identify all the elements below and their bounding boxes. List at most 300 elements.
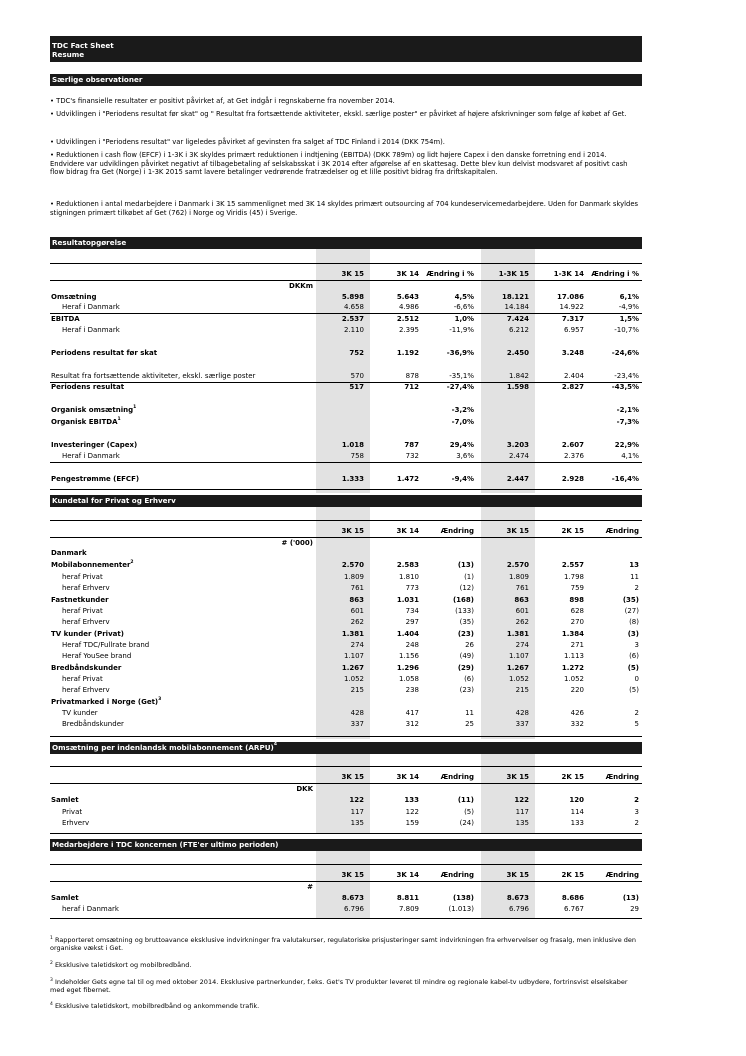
value-cell: 29 xyxy=(630,905,639,913)
value-cell: 337 xyxy=(350,720,364,728)
table-row xyxy=(50,314,642,324)
value-cell: -7,0% xyxy=(451,418,474,426)
value-cell: 734 xyxy=(405,607,419,615)
value-cell: 1.031 xyxy=(396,596,419,604)
value-cell: 428 xyxy=(350,709,364,717)
value-cell: 1.810 xyxy=(398,573,419,581)
value-cell: 1.333 xyxy=(341,475,364,483)
value-cell: 29,4% xyxy=(449,441,474,449)
value-cell: 1.018 xyxy=(341,441,364,449)
value-cell: 1.842 xyxy=(508,372,529,380)
value-cell: (11) xyxy=(457,796,474,804)
table-row xyxy=(50,405,642,415)
footnote-number: 1 xyxy=(50,936,53,941)
row-label-text: Organisk EBITDA xyxy=(51,418,118,426)
value-cell: (1) xyxy=(464,573,474,581)
value-cell: 2.827 xyxy=(561,383,584,391)
value-cell: 426 xyxy=(570,709,584,717)
table-row xyxy=(50,474,642,484)
row-label-text: heraf i Danmark xyxy=(62,905,119,913)
value-cell: 1.267 xyxy=(506,664,529,672)
value-cell: 761 xyxy=(515,584,529,592)
column-header: 3K 15 xyxy=(341,773,364,781)
value-cell: (138) xyxy=(452,894,474,902)
table-row xyxy=(50,325,642,335)
table-row xyxy=(50,674,642,684)
value-cell: 3 xyxy=(634,641,639,649)
value-cell: 628 xyxy=(570,607,584,615)
value-cell: 2.404 xyxy=(563,372,584,380)
value-cell: 8.686 xyxy=(561,894,584,902)
value-cell: 6.796 xyxy=(343,905,364,913)
column-header: 2K 15 xyxy=(561,773,584,781)
row-label xyxy=(62,674,103,684)
unit-label: DKK xyxy=(296,785,313,793)
value-cell: 878 xyxy=(405,372,419,380)
value-cell: 898 xyxy=(569,596,584,604)
value-cell: 761 xyxy=(350,584,364,592)
value-cell: 120 xyxy=(569,796,584,804)
value-cell: 758 xyxy=(350,452,364,460)
table-row xyxy=(50,572,642,582)
table-row xyxy=(50,560,642,570)
column-header: 1-3K 14 xyxy=(553,270,584,278)
column-header: Ændring xyxy=(605,773,639,781)
value-cell: -7,3% xyxy=(616,418,639,426)
value-cell: 215 xyxy=(515,686,529,694)
section-header-customers: Kundetal for Privat og Erhverv xyxy=(50,495,642,507)
value-cell: (3) xyxy=(627,630,639,638)
value-cell: 274 xyxy=(350,641,364,649)
row-label-text: Privatmarked i Norge (Get) xyxy=(51,698,159,706)
row-label xyxy=(62,640,149,650)
value-cell: 1.052 xyxy=(563,675,584,683)
value-cell: 17.086 xyxy=(556,293,584,301)
column-header: 1-3K 15 xyxy=(498,270,529,278)
value-cell: 7.317 xyxy=(561,315,584,323)
table-row xyxy=(50,818,642,828)
row-label-text: Mobilabonnementer xyxy=(51,561,131,569)
value-cell: 1,5% xyxy=(619,315,639,323)
value-cell: 417 xyxy=(405,709,419,717)
value-cell: 5 xyxy=(634,720,639,728)
value-cell: 25 xyxy=(465,720,474,728)
row-label-text: Pengestrømme (EFCF) xyxy=(51,475,140,483)
row-label xyxy=(62,818,89,828)
row-label xyxy=(62,302,120,312)
value-cell: 601 xyxy=(515,607,529,615)
value-cell: 4.986 xyxy=(398,303,419,311)
row-label xyxy=(51,893,79,903)
row-label xyxy=(62,708,98,718)
column-header: 3K 15 xyxy=(506,527,529,535)
value-cell: -10,7% xyxy=(614,326,639,334)
value-cell: -6,6% xyxy=(453,303,474,311)
value-cell: -27,4% xyxy=(446,383,474,391)
value-cell: 262 xyxy=(515,618,529,626)
table-row xyxy=(50,417,642,427)
value-cell: 117 xyxy=(350,808,364,816)
table-header-row xyxy=(50,526,642,536)
value-cell: 732 xyxy=(405,452,419,460)
value-cell: -3,2% xyxy=(451,406,474,414)
column-header: 3K 14 xyxy=(396,527,419,535)
footnote-text: Indeholder Gets egne tal til og med oktober 2014. Eksklusive partnerkunder, f.eks. Get's TV produkter leveret til mindre og regionale kabel-tv udbydere, fortrinsvist elselskaber med eget fibernet. xyxy=(50,978,628,995)
value-cell: 215 xyxy=(350,686,364,694)
value-cell: 2 xyxy=(634,584,639,592)
footnote-text: Eksklusive taletidskort, mobilbredbånd og ankommende trafik. xyxy=(52,1002,260,1010)
row-label-text: heraf Erhverv xyxy=(62,686,110,694)
value-cell: 570 xyxy=(350,372,364,380)
footnote xyxy=(50,961,642,969)
row-label-text: Heraf i Danmark xyxy=(62,326,120,334)
footnote xyxy=(50,936,642,952)
value-cell: 4,1% xyxy=(621,452,639,460)
column-header: 2K 15 xyxy=(561,871,584,879)
value-cell: 1.404 xyxy=(396,630,419,638)
value-cell: 18.121 xyxy=(501,293,529,301)
table-rule xyxy=(50,918,642,919)
table-rule xyxy=(50,462,642,463)
row-label-text: heraf Erhverv xyxy=(62,618,110,626)
column-header: 3K 15 xyxy=(341,270,364,278)
table-row xyxy=(50,893,642,903)
row-label xyxy=(62,451,120,461)
table-rule xyxy=(50,489,642,490)
row-label xyxy=(62,719,124,729)
value-cell: 238 xyxy=(405,686,419,694)
row-label xyxy=(51,795,79,805)
value-cell: 22,9% xyxy=(614,441,639,449)
table-rule xyxy=(50,736,642,737)
value-cell: 8.673 xyxy=(341,894,364,902)
row-label-text: Heraf i Danmark xyxy=(62,452,120,460)
value-cell: 759 xyxy=(570,584,584,592)
value-cell: 1.058 xyxy=(398,675,419,683)
column-header: Ændring xyxy=(440,527,474,535)
table-row xyxy=(50,651,642,661)
row-label-text: Periodens resultat før skat xyxy=(51,349,158,357)
value-cell: 2.557 xyxy=(561,561,584,569)
row-label-text: EBITDA xyxy=(51,315,80,323)
value-cell: 787 xyxy=(404,441,419,449)
value-cell: 1.384 xyxy=(561,630,584,638)
value-cell: 863 xyxy=(349,596,364,604)
section-header-income: Resultatopgørelse xyxy=(50,237,642,249)
value-cell: 6,1% xyxy=(619,293,639,301)
value-cell: 4.658 xyxy=(343,303,364,311)
value-cell: 6.796 xyxy=(508,905,529,913)
value-cell: (35) xyxy=(622,596,639,604)
value-cell: 262 xyxy=(350,618,364,626)
page-title: TDC Fact Sheet xyxy=(52,41,114,50)
value-cell: -35,1% xyxy=(449,372,474,380)
value-cell: (6) xyxy=(464,675,474,683)
row-label xyxy=(62,583,110,593)
footnote-text: Eksklusive taletidskort og mobilbredbånd. xyxy=(52,961,192,969)
row-label-text: Samlet xyxy=(51,894,79,902)
value-cell: 1.809 xyxy=(343,573,364,581)
value-cell: 122 xyxy=(349,796,364,804)
row-label xyxy=(62,651,131,661)
row-label xyxy=(51,348,157,358)
value-cell: 1.107 xyxy=(343,652,364,660)
value-cell: 133 xyxy=(404,796,419,804)
table-rule xyxy=(50,520,642,521)
row-label xyxy=(51,548,87,558)
unit-label-row xyxy=(50,538,642,548)
value-cell: 2.607 xyxy=(561,441,584,449)
value-cell: 3.248 xyxy=(561,349,584,357)
value-cell: 114 xyxy=(570,808,584,816)
row-label-text: Heraf YouSee brand xyxy=(62,652,132,660)
value-cell: -16,4% xyxy=(611,475,639,483)
column-header: 3K 15 xyxy=(506,773,529,781)
row-label-text: Heraf TDC/Fullrate brand xyxy=(62,641,150,649)
observation-bullet: • TDC's finansielle resultater er positivt påvirket af, at Get indgår i regnskaberne fra november 2014. xyxy=(50,97,395,105)
table-rule xyxy=(50,766,642,767)
table-header-row xyxy=(50,269,642,279)
value-cell: 773 xyxy=(405,584,419,592)
page-subtitle: Resume xyxy=(52,50,85,59)
value-cell: 1.052 xyxy=(343,675,364,683)
row-label xyxy=(51,595,109,605)
column-header: Ændring xyxy=(440,871,474,879)
value-cell: (1.013) xyxy=(448,905,474,913)
column-header: Ændring xyxy=(605,871,639,879)
table-row xyxy=(50,606,642,616)
value-cell: 2.376 xyxy=(563,452,584,460)
value-cell: (27) xyxy=(624,607,639,615)
table-header-row xyxy=(50,772,642,782)
unit-label: # ('000) xyxy=(281,539,313,547)
value-cell: 3,6% xyxy=(456,452,474,460)
table-row xyxy=(50,583,642,593)
row-label xyxy=(62,572,103,582)
table-row xyxy=(50,719,642,729)
table-row xyxy=(50,685,642,695)
row-label xyxy=(51,440,137,450)
value-cell: 1.272 xyxy=(561,664,584,672)
value-cell: 2.583 xyxy=(396,561,419,569)
row-label-text: Organisk omsætning xyxy=(51,406,134,414)
unit-label-row xyxy=(50,882,642,892)
value-cell: 1.381 xyxy=(341,630,364,638)
value-cell: 271 xyxy=(570,641,584,649)
row-label xyxy=(62,606,103,616)
unit-label-row xyxy=(50,281,642,291)
table-row xyxy=(50,629,642,639)
column-header: Ændring i % xyxy=(591,270,639,278)
table-rule xyxy=(50,864,642,865)
table-row xyxy=(50,451,642,461)
value-cell: -4,9% xyxy=(618,303,639,311)
table-row xyxy=(50,807,642,817)
row-label xyxy=(51,560,134,570)
column-header: 3K 15 xyxy=(341,871,364,879)
value-cell: 2 xyxy=(634,709,639,717)
table-row xyxy=(50,302,642,312)
row-label-text: heraf Privat xyxy=(62,573,103,581)
footnote-text: Rapporteret omsætning og bruttoavance eksklusive indvirkninger fra valutakurser, regulatoriske prisjusteringer samt indvirkningen fra erhvervelser og frasalg, men inklusive den organiske vækst i Get. xyxy=(50,936,637,953)
row-label-text: Bredbåndskunder xyxy=(62,720,124,728)
table-row xyxy=(50,382,642,392)
row-label xyxy=(51,314,80,324)
value-cell: 2.537 xyxy=(341,315,364,323)
table-row xyxy=(50,663,642,673)
value-cell: -36,9% xyxy=(446,349,474,357)
row-label xyxy=(62,904,119,914)
value-cell: (23) xyxy=(459,686,474,694)
table-row xyxy=(50,348,642,358)
row-label-text: TV kunder (Privat) xyxy=(51,630,124,638)
value-cell: 1.107 xyxy=(508,652,529,660)
table-header-row xyxy=(50,870,642,880)
value-cell: 712 xyxy=(404,383,419,391)
arpu-heading-text: Omsætning per indenlandsk mobilabonnement (ARPU) xyxy=(52,743,274,752)
value-cell: 2.110 xyxy=(343,326,364,334)
value-cell: 1,0% xyxy=(454,315,474,323)
row-label-text: Fastnetkunder xyxy=(51,596,109,604)
value-cell: 274 xyxy=(515,641,529,649)
value-cell: 7.809 xyxy=(398,905,419,913)
column-header: Ændring xyxy=(440,773,474,781)
row-label-text: Omsætning xyxy=(51,293,97,301)
value-cell: 270 xyxy=(570,618,584,626)
fact-sheet-title-bar xyxy=(50,36,642,62)
value-cell: (13) xyxy=(622,894,639,902)
value-cell: 2.447 xyxy=(506,475,529,483)
value-cell: (5) xyxy=(464,808,474,816)
table-row xyxy=(50,617,642,627)
value-cell: 14.184 xyxy=(504,303,529,311)
value-cell: 14.922 xyxy=(559,303,584,311)
footnote-marker: 2 xyxy=(130,560,134,565)
value-cell: (13) xyxy=(457,561,474,569)
value-cell: 1.296 xyxy=(396,664,419,672)
value-cell: 117 xyxy=(515,808,529,816)
column-header: 3K 14 xyxy=(396,871,419,879)
value-cell: 11 xyxy=(630,573,639,581)
footnote-number: 4 xyxy=(50,1002,53,1007)
row-label xyxy=(51,474,139,484)
row-label xyxy=(62,807,82,817)
section-header-observations: Særlige observationer xyxy=(50,74,642,86)
row-label-text: heraf Privat xyxy=(62,607,103,615)
value-cell: -11,9% xyxy=(449,326,474,334)
value-cell: 601 xyxy=(350,607,364,615)
row-label xyxy=(51,292,96,302)
row-label xyxy=(62,325,120,335)
value-cell: 248 xyxy=(405,641,419,649)
value-cell: 122 xyxy=(514,796,529,804)
value-cell: 1.809 xyxy=(508,573,529,581)
row-label xyxy=(51,371,255,381)
value-cell: 863 xyxy=(514,596,529,604)
value-cell: 26 xyxy=(465,641,474,649)
value-cell: 312 xyxy=(405,720,419,728)
row-label-text: Samlet xyxy=(51,796,79,804)
value-cell: 1.472 xyxy=(396,475,419,483)
footnote-marker: 1 xyxy=(117,417,121,422)
column-header: 2K 15 xyxy=(561,527,584,535)
value-cell: (35) xyxy=(459,618,474,626)
row-label-text: heraf Erhverv xyxy=(62,584,110,592)
row-label-text: Danmark xyxy=(51,549,87,557)
value-cell: 122 xyxy=(405,808,419,816)
row-label xyxy=(51,663,121,673)
value-cell: 2.395 xyxy=(398,326,419,334)
observation-bullet: • Udviklingen i "Periodens resultat før skat" og " Resultat fra fortsættende aktiviteter, ekskl. særlige poster" er påvirket af højere afskrivninger som følge af købet af Get. xyxy=(50,110,627,118)
value-cell: 1.113 xyxy=(563,652,584,660)
row-label-text: Bredbåndskunder xyxy=(51,664,122,672)
column-header: 3K 15 xyxy=(341,527,364,535)
value-cell: -43,5% xyxy=(611,383,639,391)
footnote xyxy=(50,978,642,994)
value-cell: (5) xyxy=(629,686,639,694)
row-label xyxy=(51,417,121,427)
value-cell: 2.512 xyxy=(396,315,419,323)
value-cell: 0 xyxy=(634,675,639,683)
value-cell: 11 xyxy=(465,709,474,717)
value-cell: 6.767 xyxy=(563,905,584,913)
table-row xyxy=(50,548,642,558)
observation-bullet: • Reduktionen i cash flow (EFCF) i 1-3K i 3K skyldes primært reduktionen i indtjening (EBITDA) (DKK 789m) og lidt højere Capex i den danske forretning end i 2014. Endvidere var udviklingen påvirket negativt af tilbagebetaling af selskabsskat i 3K 2014 efter afgørelse af en skattesag. Dette blev kun delvist modsvaret af positivt cash flow bidrag fra Get (Norge) i 1-3K 2015 samt lavere betalinger vedrørende fratrædelser og et lille positivt bidrag fra driftskapitalen. xyxy=(50,151,628,177)
value-cell: 2.928 xyxy=(561,475,584,483)
value-cell: (23) xyxy=(457,630,474,638)
value-cell: 5.643 xyxy=(396,293,419,301)
value-cell: 7.424 xyxy=(506,315,529,323)
value-cell: 6.212 xyxy=(508,326,529,334)
value-cell: 337 xyxy=(515,720,529,728)
row-label-text: Erhverv xyxy=(62,819,90,827)
value-cell: 1.267 xyxy=(341,664,364,672)
value-cell: 428 xyxy=(515,709,529,717)
value-cell: 8.673 xyxy=(506,894,529,902)
value-cell: 1.798 xyxy=(563,573,584,581)
table-rule xyxy=(50,263,642,264)
value-cell: 135 xyxy=(350,819,364,827)
value-cell: (12) xyxy=(459,584,474,592)
value-cell: 1.052 xyxy=(508,675,529,683)
value-cell: 13 xyxy=(629,561,639,569)
value-cell: 2 xyxy=(634,796,639,804)
value-cell: 752 xyxy=(349,349,364,357)
row-label-text: TV kunder xyxy=(62,709,98,717)
column-header: Ændring xyxy=(605,527,639,535)
value-cell: 2.570 xyxy=(341,561,364,569)
value-cell: -24,6% xyxy=(611,349,639,357)
row-label-text: Investeringer (Capex) xyxy=(51,441,138,449)
value-cell: (168) xyxy=(452,596,474,604)
row-label-text: Privat xyxy=(62,808,83,816)
value-cell: 133 xyxy=(570,819,584,827)
value-cell: 5.898 xyxy=(341,293,364,301)
observation-bullet: • Reduktionen i antal medarbejdere i Danmark i 3K 15 sammenlignet med 3K 14 skyldes primært outsourcing af 704 kundeservicemedarbejdere. Uden for Danmark skyldes stigningen primært tilkøbet af Get (762) i Norge og Viridis (45) i Sverige. xyxy=(50,200,639,217)
value-cell: 6.957 xyxy=(563,326,584,334)
table-row xyxy=(50,904,642,914)
value-cell: 517 xyxy=(349,383,364,391)
row-label-text: heraf Privat xyxy=(62,675,103,683)
column-header: Ændring i % xyxy=(426,270,474,278)
value-cell: -9,4% xyxy=(451,475,474,483)
table-row xyxy=(50,595,642,605)
value-cell: 3.203 xyxy=(506,441,529,449)
value-cell: (6) xyxy=(629,652,639,660)
footnote-marker: 1 xyxy=(133,405,137,410)
unit-label-row xyxy=(50,784,642,794)
row-label-text: Resultat fra fortsættende aktiviteter, ekskl. særlige poster xyxy=(51,372,256,380)
